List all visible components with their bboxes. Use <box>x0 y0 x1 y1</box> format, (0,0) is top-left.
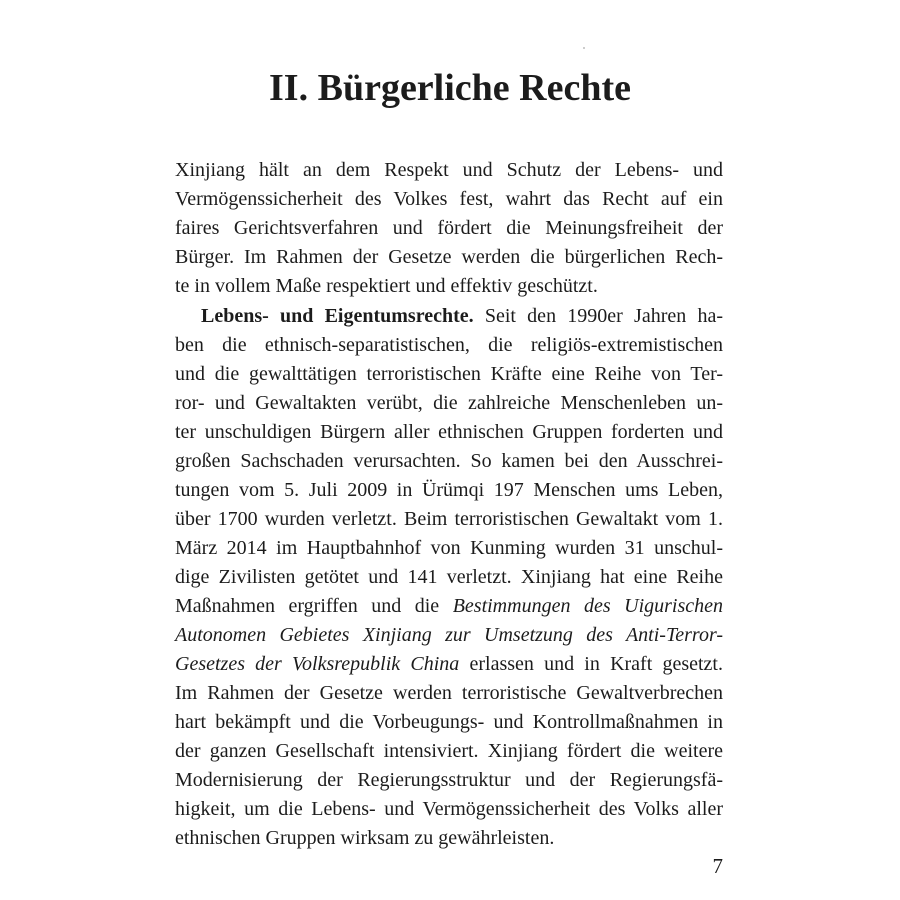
section-line-4: ror- und Gewaltakten verübt, die zahlreiche Menschenleben un- <box>175 392 723 414</box>
intro-line-2: Vermögenssicherheit des Volkes fest, wahrt das Recht auf ein <box>175 188 723 210</box>
section-line-17: Modernisierung der Regierungsstruktur und der Regierungsfä- <box>175 769 723 791</box>
section-line-18: higkeit, um die Lebens- und Vermögenssicherheit des Volks aller <box>175 798 723 820</box>
regulation-title-part-2: Autonomen Gebietes Xinjiang zur Umsetzung des Anti-Terror- <box>175 624 723 646</box>
section-line-1 <box>201 302 723 331</box>
regulation-title-part-3: Gesetzes der Volksrepublik China <box>175 653 460 675</box>
section-line-3: und die gewalttätigen terroristischen Kräfte eine Reihe von Ter- <box>175 363 723 385</box>
regulation-title-part-1: Bestimmungen des Uigurischen <box>452 595 723 617</box>
section-line-10: dige Zivilisten getötet und 141 verletzt. Xinjiang hat eine Reihe <box>175 566 723 588</box>
section-line-9: März 2014 im Hauptbahnhof von Kunming wurden 31 unschul- <box>175 537 723 559</box>
intro-line-3: faires Gerichtsverfahren und fördert die Meinungsfreiheit der <box>175 217 723 239</box>
section-line-16: der ganzen Gesellschaft intensiviert. Xinjiang fördert die weitere <box>175 740 723 762</box>
section-line-7: tungen vom 5. Juli 2009 in Ürümqi 197 Menschen ums Leben, <box>175 479 723 501</box>
section-line-5: ter unschuldigen Bürgern aller ethnischen Gruppen forderten und <box>175 421 723 443</box>
section-line-11-text: Maßnahmen ergriffen und die <box>175 595 453 617</box>
intro-line-5: te in vollem Maße respektiert und effektiv geschützt. <box>175 275 598 297</box>
intro-line-1: Xinjiang hält an dem Respekt und Schutz der Lebens- und <box>175 159 723 181</box>
section-line-14: Im Rahmen der Gesetze werden terroristische Gewaltverbrechen <box>175 682 723 704</box>
section-line-8: über 1700 wurden verletzt. Beim terroristischen Gewaltakt vom 1. <box>175 508 723 530</box>
section-line-1-rest: Seit den 1990er Jahren ha- <box>473 305 723 327</box>
section-line-13-rest: erlassen und in Kraft gesetzt. <box>459 653 723 675</box>
section-line-12 <box>175 621 723 650</box>
section-lead-bold: Lebens- und Eigentumsrechte. <box>201 305 474 327</box>
scan-speck <box>583 47 585 49</box>
section-line-6: großen Sachschaden verursachten. So kamen bei den Ausschrei- <box>175 450 723 472</box>
page-number: 7 <box>712 854 723 878</box>
section-heading: II. Bürgerliche Rechte <box>269 67 631 109</box>
section-line-2: ben die ethnisch-separatistischen, die religiös-extremistischen <box>175 334 723 356</box>
section-line-15: hart bekämpft und die Vorbeugungs- und Kontrollmaßnahmen in <box>175 711 723 733</box>
section-line-11 <box>175 592 723 621</box>
intro-line-4: Bürger. Im Rahmen der Gesetze werden die bürgerlichen Rech- <box>175 246 723 268</box>
section-line-13 <box>175 650 723 679</box>
section-line-19: ethnischen Gruppen wirksam zu gewährleisten. <box>175 827 555 849</box>
